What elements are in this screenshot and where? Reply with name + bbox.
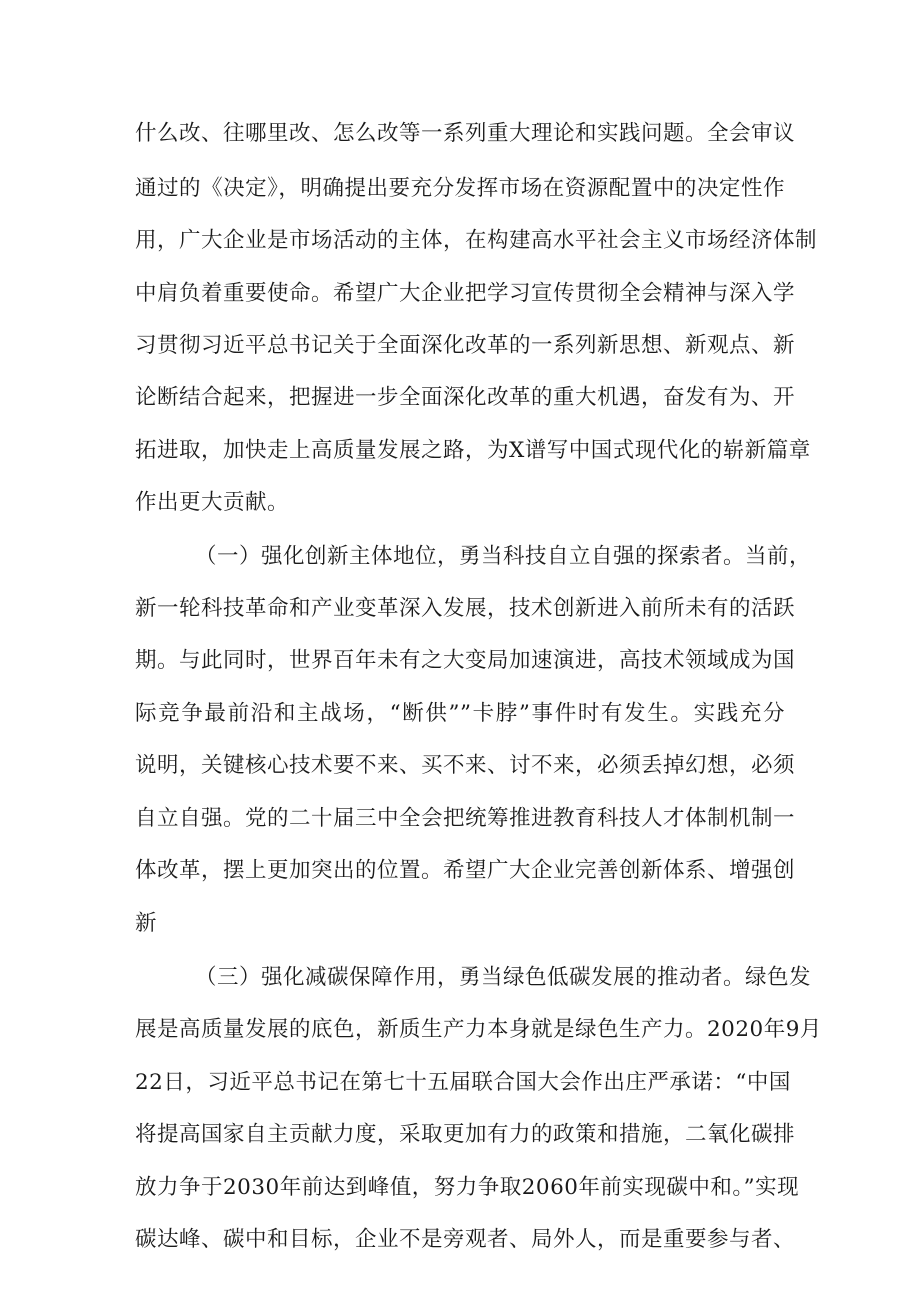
text-line: 习贯彻习近平总书记关于全面深化改革的一系列新思想、新观点、新 bbox=[135, 333, 796, 358]
text-line: 通过的《决定》，明确提出要充分发挥市场在资源配置中的决定性作 bbox=[135, 176, 785, 201]
text-line: 自立自强。党的二十届三中全会把统筹推进教育科技人才体制机制一 bbox=[135, 806, 796, 831]
text-line: 用，广大企业是市场活动的主体，在构建高水平社会主义市场经济体制 bbox=[135, 228, 818, 253]
text-line: 拓进取，加快走上高质量发展之路，为X谱写中国式现代化的崭新篇章 bbox=[135, 438, 811, 463]
text-line: 说明，关键核心技术要不来、买不来、讨不来，必须丢掉幻想，必须 bbox=[135, 753, 796, 778]
text-line: 新一轮科技革命和产业变革深入发展，技术创新进入前所未有的活跃 bbox=[135, 596, 796, 621]
text-line: 中肩负着重要使命。希望广大企业把学习宣传贯彻全会精神与深入学 bbox=[135, 281, 796, 306]
text-line: 新 bbox=[135, 911, 158, 936]
text-line: 作出更大贡献。 bbox=[135, 490, 290, 515]
text-line: （三）强化减碳保障作用，勇当绿色低碳发展的推动者。绿色发 bbox=[195, 965, 812, 990]
text-line: 将提高国家自主贡献力度，采取更加有力的政策和措施，二氧化碳排 bbox=[135, 1122, 796, 1147]
text-line: 展是高质量发展的底色，新质生产力本身就是绿色生产力。2020年9月 bbox=[135, 1017, 822, 1042]
text-line: 碳达峰、碳中和目标，企业不是旁观者、局外人，而是重要参与者、 bbox=[135, 1227, 796, 1252]
text-line: 22日，习近平总书记在第七十五届联合国大会作出庄严承诺：“中国 bbox=[135, 1070, 791, 1095]
text-line: （一）强化创新主体地位，勇当科技自立自强的探索者。当前， bbox=[195, 544, 812, 569]
text-line: 论断结合起来，把握进一步全面深化改革的重大机遇，奋发有为、开 bbox=[135, 385, 796, 410]
text-line: 什么改、往哪里改、怎么改等一系列重大理论和实践问题。全会审议 bbox=[135, 121, 796, 146]
text-line: 放力争于2030年前达到峰值，努力争取2060年前实现碳中和。”实现 bbox=[135, 1175, 800, 1200]
text-line: 际竞争最前沿和主战场，“断供””卡脖”事件时有发生。实践充分 bbox=[135, 701, 785, 726]
text-line: 期。与此同时，世界百年未有之大变局加速演进，高技术领域成为国 bbox=[135, 648, 796, 673]
text-line: 体改革，摆上更加突出的位置。希望广大企业完善创新体系、增强创 bbox=[135, 858, 796, 883]
